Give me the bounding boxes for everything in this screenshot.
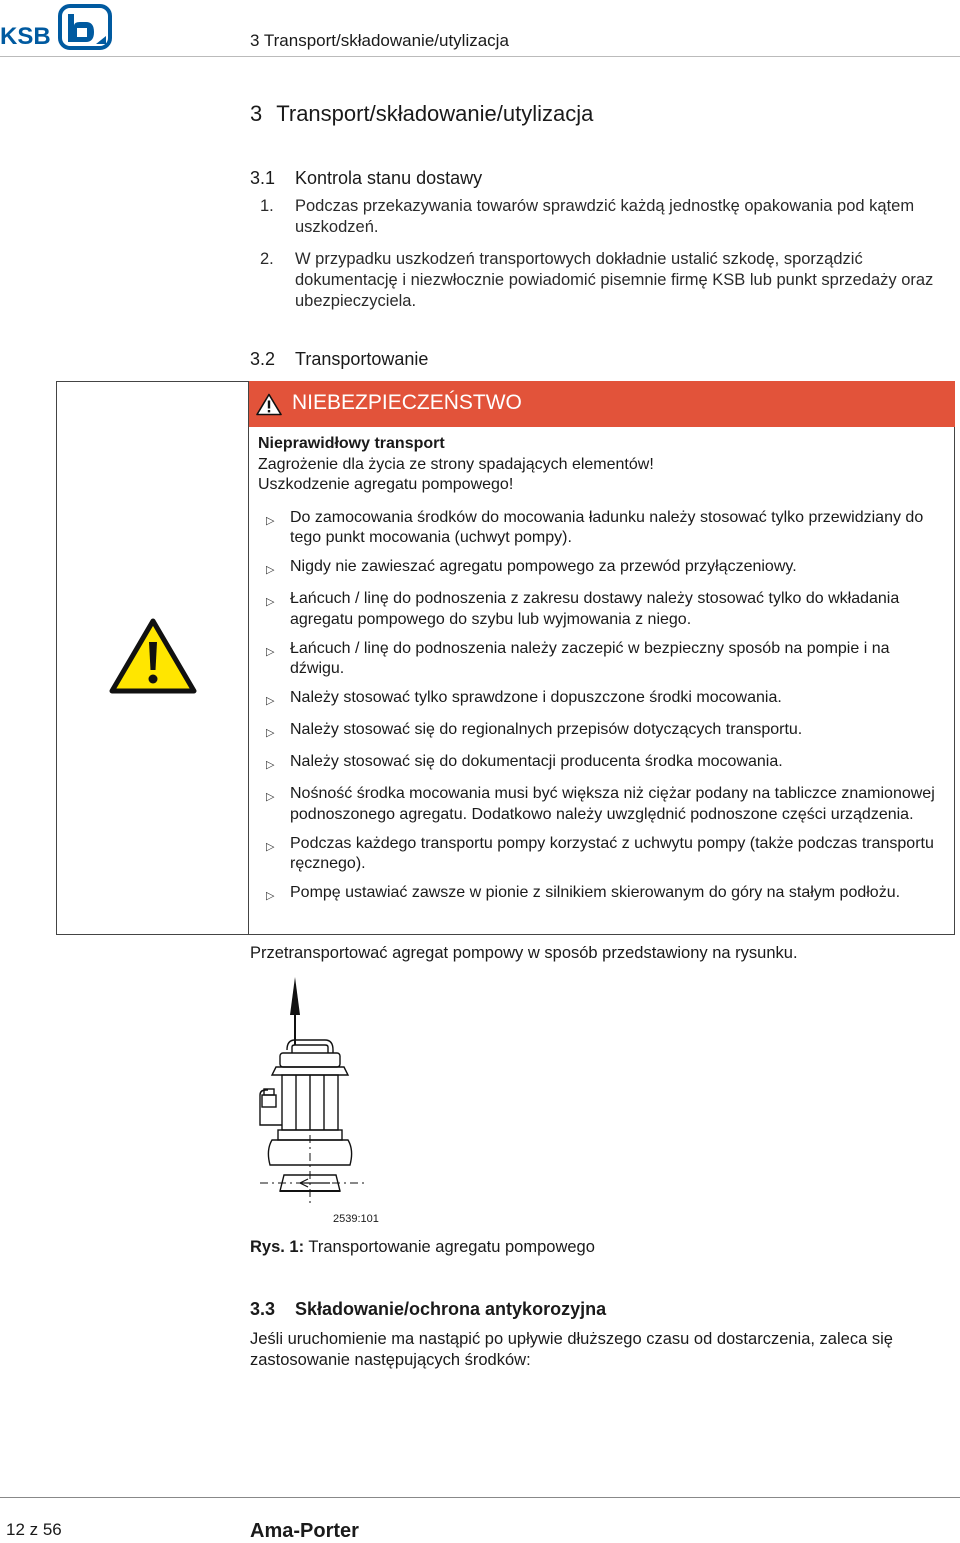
- danger-signal-word: NIEBEZPIECZEŃSTWO: [292, 391, 522, 414]
- section-title: Transportowanie: [295, 349, 429, 369]
- figure-caption-label: Rys. 1:: [250, 1238, 305, 1256]
- consequence-line: Uszkodzenie agregatu pompowego!: [258, 476, 514, 493]
- figure-caption-text: Transportowanie agregatu pompowego: [308, 1238, 595, 1256]
- pump-transport-drawing: [240, 975, 390, 1210]
- measure-text: Do zamocowania środków do mocowania ładunku należy stosować tylko przewidziany do tego punkt mocowania (uchwyt pompy).: [290, 508, 924, 546]
- bullet-triangle-icon: ▷: [266, 564, 275, 576]
- bullet-triangle-icon: ▷: [266, 890, 275, 902]
- section-3-3-heading: [250, 1299, 606, 1320]
- step-number: 2.: [260, 250, 274, 268]
- measure-item: [258, 834, 948, 875]
- svg-text:KSB: KSB: [0, 23, 51, 50]
- step-number: 1.: [260, 197, 274, 215]
- figure-code: 2539:101: [333, 1213, 379, 1225]
- header-divider: [0, 56, 960, 57]
- measure-text: Nigdy nie zawieszać agregatu pompowego za przewód przyłączeniowy.: [290, 558, 797, 575]
- running-title: 3 Transport/składowanie/utylizacja: [250, 31, 509, 50]
- step-item: [250, 196, 950, 238]
- bullet-triangle-icon: ▷: [266, 840, 275, 853]
- page-number: 12 z 56: [6, 1520, 62, 1539]
- chapter-title-text: Transport/składowanie/utylizacja: [276, 101, 594, 126]
- measure-item: [258, 883, 948, 907]
- measure-item: [258, 688, 948, 712]
- measures-list: [258, 508, 948, 907]
- measure-text: Nośność środka mocowania musi być większa niż ciężar podany na tabliczce znamionowej podnoszonego agregatu. Dodatkowo należy uwzględnić podnoszone części urządzenia.: [290, 785, 935, 823]
- ksb-logo: [0, 4, 112, 50]
- section-number: 3.2: [250, 349, 276, 369]
- section-title: Kontrola stanu dostawy: [295, 168, 483, 188]
- measure-item: [258, 639, 948, 680]
- measure-item: [258, 784, 948, 825]
- measure-text: Pompę ustawiać zawsze w pionie z silnikiem skierowanym do góry na stałym podłożu.: [290, 884, 901, 901]
- measure-text: Należy stosować tylko sprawdzone i dopuszczone środki mocowania.: [290, 689, 782, 706]
- hazard-warning-icon: [109, 618, 197, 694]
- measure-item: [258, 752, 948, 776]
- storage-paragraph: Jeśli uruchomienie ma nastąpić po upływie dłuższego czasu od dostarczenia, zaleca się zastosowanie następujących środków:: [250, 1330, 893, 1369]
- steps-list: [250, 196, 950, 323]
- measure-item: [258, 557, 948, 581]
- bullet-triangle-icon: ▷: [266, 791, 275, 803]
- lifting-arrow-icon: [290, 977, 300, 1045]
- transport-instruction: Przetransportować agregat pompowy w sposób przedstawiony na rysunku.: [250, 944, 798, 962]
- measure-text: Łańcuch / linę do podnoszenia z zakresu dostawy należy stosować tylko do wkładania agregatu pompowego do szybu lub wyjmowania z niego.: [290, 590, 900, 628]
- step-item: [250, 249, 950, 312]
- product-name: Ama-Porter: [250, 1520, 359, 1542]
- section-3-1-heading: [250, 168, 482, 189]
- danger-notice-body: [258, 434, 948, 915]
- bullet-triangle-icon: ▷: [266, 727, 275, 739]
- bullet-triangle-icon: ▷: [266, 695, 275, 707]
- measure-text: Podczas każdego transportu pompy korzystać z uchwytu pompy (także podczas transportu ręcznego).: [290, 834, 934, 872]
- bullet-triangle-icon: ▷: [266, 514, 275, 527]
- measure-text: Łańcuch / linę do podnoszenia należy zaczepić w bezpieczny sposób na pompie i na dźwigu.: [290, 639, 890, 677]
- chapter-title: [250, 101, 593, 127]
- section-number: 3.3: [250, 1299, 276, 1319]
- chapter-number: 3: [250, 101, 263, 126]
- measure-text: Należy stosować się do regionalnych przepisów dotyczących transportu.: [290, 721, 803, 738]
- hazard-title: Nieprawidłowy transport: [258, 435, 445, 452]
- figure-caption: [250, 1238, 595, 1257]
- measure-item: [258, 508, 948, 549]
- footer-divider: [0, 1497, 960, 1498]
- bullet-triangle-icon: ▷: [266, 596, 275, 608]
- bullet-triangle-icon: ▷: [266, 645, 275, 658]
- section-title: Składowanie/ochrona antykorozyjna: [295, 1299, 607, 1319]
- section-number: 3.1: [250, 168, 276, 188]
- bullet-triangle-icon: ▷: [266, 759, 275, 771]
- warning-triangle-icon: [256, 393, 282, 416]
- measure-item: [258, 720, 948, 744]
- consequence-line: Zagrożenie dla życia ze strony spadających elementów!: [258, 455, 654, 473]
- measure-text: Należy stosować się do dokumentacji producenta środka mocowania.: [290, 753, 783, 770]
- measure-item: [258, 589, 948, 630]
- step-text: W przypadku uszkodzeń transportowych dokładnie ustalić szkodę, sporządzić dokumentację i niezwłocznie powiadomić pisemnie firmę KSB lub punkt sprzedaży oraz ubezpieczyciela.: [295, 250, 934, 310]
- section-3-2-heading: [250, 349, 428, 370]
- step-text: Podczas przekazywania towarów sprawdzić każdą jednostkę opakowania pod kątem uszkodzeń.: [295, 197, 915, 236]
